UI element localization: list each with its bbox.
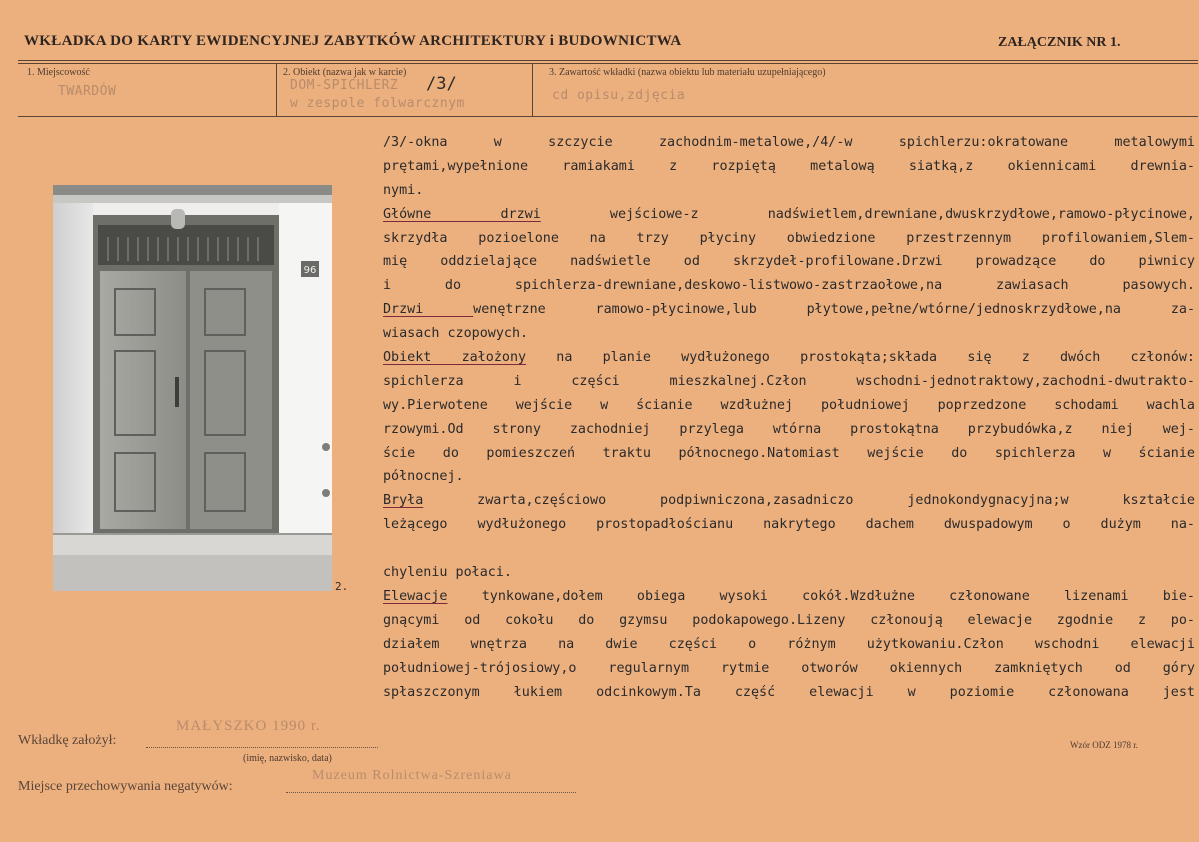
- description-line: [383, 442, 1195, 466]
- description-line: [383, 131, 1195, 155]
- description-line: [383, 418, 1195, 442]
- description-line-text: wejściowe-z nadświetlem,drewniane,dwuskrzydłowe,ramowo-płycinowe,: [540, 206, 1195, 222]
- description-line: [383, 274, 1195, 298]
- description-line: [383, 203, 1195, 227]
- description-line-text: zwarta,częściowo podpiwniczona,zasadniczo jednokondygnacyjna;w kształcie: [423, 493, 1195, 509]
- house-number-plate: 96: [303, 265, 317, 276]
- object-label: 2. Obiekt (nazwa jak w karcie): [283, 67, 407, 78]
- description-line-text: północnej.: [383, 469, 464, 485]
- contents-value: cd opisu,zdjęcia: [552, 88, 686, 103]
- negatives-line: [286, 792, 576, 793]
- section-heading: Obiekt założony: [383, 350, 527, 366]
- description-line: [383, 537, 1195, 561]
- description-line-text: wiasach czopowych.: [383, 326, 529, 342]
- description-line-text: gnącymi od cokołu do gzymsu podokapowego.Lizeny członoują elewacje zgodnie z po-: [383, 612, 1195, 628]
- section-heading: Drzwi: [383, 302, 474, 318]
- description-line-text: na planie wydłużonego prostokąta;składa się z dwóch członów:: [526, 350, 1195, 366]
- description-line-text: rzowymi.Od strony zachodniej przylega wtórna prostokątna przybudówka,z niej wej-: [383, 421, 1195, 437]
- header-rule-top: [18, 60, 1198, 61]
- description-line: [383, 489, 1195, 513]
- description-line-text: ście do pomieszczeń traktu północnego.Natomiast wejście do spichlerza w ścianie: [383, 445, 1195, 461]
- description-line: [383, 681, 1195, 705]
- section-heading: Bryła: [383, 493, 424, 509]
- description-line-text: chyleniu połaci.: [383, 565, 512, 581]
- door-photo-image: [53, 185, 332, 591]
- door-photo: [53, 185, 332, 591]
- field-divider-1: [276, 63, 277, 117]
- description-line-text: spłaszczonym łukiem odcinkowym.Ta część elewacji w poziomie członowana jest: [383, 684, 1195, 700]
- description-line-text: południowej-trójosiowy,o regularnym rytmie otworów okiennych zamkniętych od góry: [383, 660, 1195, 676]
- description-text: [383, 131, 1195, 704]
- description-line-text: /3/-okna w szczycie zachodnim-metalowe,/4/-w spichlerzu:okratowane metalowymi: [383, 135, 1195, 150]
- description-line-text: tynkowane,dołem obiega wysoki cokół.Wzdłużne członowane lizenami bie-: [447, 589, 1195, 605]
- description-line: [383, 346, 1195, 370]
- description-line-text: i do spichlerza-drewniane,deskowo-listwowo-zastrzaołowe,na zawiasach pasowych.: [383, 278, 1195, 294]
- description-line: [383, 657, 1195, 681]
- founder-value: MAŁYSZKO 1990 r.: [176, 718, 321, 734]
- description-line-text: nymi.: [383, 182, 424, 198]
- description-line: [383, 298, 1195, 322]
- negatives-label: Miejsce przechowywania negatywów:: [18, 779, 233, 794]
- description-line: [383, 155, 1195, 179]
- description-line: [383, 250, 1195, 274]
- description-line-text: mię oddzielające nadświetle od skrzydeł-profilowane.Drzwi prowadzące do piwnicy: [383, 254, 1195, 270]
- photo-caption-number: 2.: [335, 580, 349, 593]
- description-line: [383, 394, 1195, 418]
- description-line: [383, 370, 1195, 394]
- section-heading: Elewacje: [383, 589, 448, 605]
- object-value: DOM-SPICHLERZ: [290, 78, 399, 93]
- description-line-text: spichlerza i części mieszkalnej.Człon wschodni-jednotraktowy,zachodni-dwutrakto-: [383, 373, 1195, 389]
- field-divider-2: [532, 63, 533, 117]
- description-line-text: wenętrzne ramowo-płycinowe,lub płytowe,pełne/wtórne/jednoskrzydłowe,na za-: [473, 302, 1195, 318]
- locality-label: 1. Miejscowość: [27, 67, 90, 78]
- object-value-context: w zespole folwarcznym: [290, 96, 465, 111]
- description-line-text: wy.Pierwotene wejście w ścianie wzdłużnej południowej poprzedzone schodami wachla: [383, 397, 1195, 413]
- locality-value: TWARDÓW: [58, 84, 117, 99]
- founder-label: Wkładkę założył:: [18, 733, 117, 748]
- annex-number: ZAŁĄCZNIK NR 1.: [998, 35, 1121, 50]
- description-line-text: działem wnętrza na dwie części o różnym użytkowaniu.Człon wschodni elewacji: [383, 636, 1195, 652]
- description-line-text: skrzydła pozioelone na trzy płyciny obwiedzione przestrzennym profilowaniem,Slem-: [383, 230, 1195, 246]
- section-heading: Główne drzwi: [383, 206, 541, 222]
- template-note: Wzór ODZ 1978 r.: [1070, 740, 1138, 750]
- description-line: [383, 227, 1195, 251]
- description-line: [383, 633, 1195, 657]
- description-line: [383, 179, 1195, 203]
- description-line: [383, 561, 1195, 585]
- description-line: [383, 322, 1195, 346]
- description-line-text: leżącego wydłużonego prostopadłościanu nakrytego dachem dwuspadowym o dużym na-: [383, 517, 1195, 533]
- header-rule-bottom: [18, 63, 1198, 64]
- description-line: [383, 609, 1195, 633]
- founder-hint: (imię, nazwisko, data): [243, 753, 332, 764]
- card-title: WKŁADKA DO KARTY EWIDENCYJNEJ ZABYTKÓW ARCHITEKTURY i BUDOWNICTWA: [24, 33, 682, 49]
- object-number: /3/: [426, 74, 457, 94]
- founder-line: [146, 747, 378, 748]
- fields-rule: [18, 116, 1198, 117]
- contents-label: 3. Zawartość wkładki (nazwa obiektu lub materiału uzupełniającego): [549, 67, 826, 78]
- description-line-text: prętami,wypełnione ramiakami z rozpiętą metalową siatką,z okiennicami drewnia-: [383, 158, 1195, 174]
- description-line: [383, 513, 1195, 537]
- description-line: [383, 465, 1195, 489]
- description-line: [383, 585, 1195, 609]
- negatives-value: Muzeum Rolnictwa-Szreniawa: [312, 768, 512, 783]
